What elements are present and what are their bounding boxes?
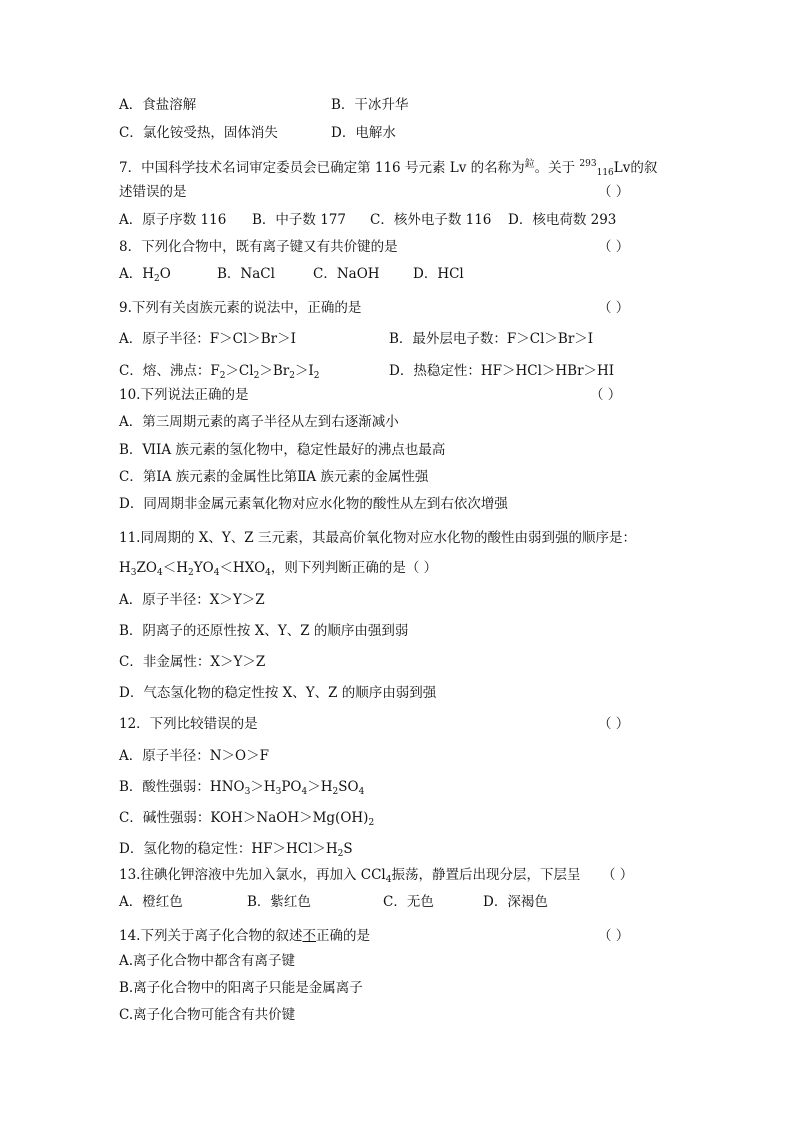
q12-answer-paren: （ ） [598,716,630,732]
q11-formula-text: H [119,560,131,576]
q12-b-text: ＞H [250,779,276,795]
q6-option-c: C．氯化铵受热，固体消失 [119,125,278,141]
q10-option-c: C．第ⅠA 族元素的金属性比第ⅡA 族元素的金属性强 [119,469,429,485]
q7-symbol: Lv [613,160,631,176]
q7-element-name-glyph: 鉝 [524,159,535,170]
q8-option-a-post: O [159,266,171,282]
q12-option-c [119,809,374,827]
q10-option-b: B．ⅥⅠA 族元素的氢化物中，稳定性最好的沸点也最高 [119,442,446,458]
q12-b-sub: 3 [275,787,282,797]
q7-option-a: A．原子序数 116 [119,212,227,228]
q12-b-sub: 3 [244,787,251,797]
q7-option-b: B．中子数 177 [252,212,346,228]
q9-c-sub: 2 [313,371,320,381]
q9-answer-paren: （ ） [598,300,630,316]
q9-c-text: ＞Cl [225,363,254,379]
q11-stem-line2 [119,559,437,577]
q14-stem-underlined: 不 [302,928,316,944]
q9-c-text: ＞Br [259,363,290,379]
q12-option-d [119,840,353,858]
q9-option-d: D．热稳定性：HF＞HCl＞HBr＞HI [389,363,615,379]
q9-c-sub: 2 [253,371,260,381]
q12-d-text: S [343,841,353,857]
q13-stem [119,866,580,884]
q11-formula-text: YO [193,560,214,576]
q12-option-b [119,778,364,796]
q9-c-text: C．熔、沸点：F [119,363,220,379]
q9-option-b: B．最外层电子数：F＞Cl＞Br＞I [389,331,594,347]
q8-option-a-pre: A．H [119,266,155,282]
q9-c-sub: 2 [219,371,226,381]
q12-stem: 12．下列比较错误的是 [119,716,258,732]
q11-formula-sub: 4 [156,568,163,578]
q10-option-a: A．第三周期元素的离子半径从左到右逐渐减小 [119,414,399,430]
q8-option-c: C．NaOH [313,266,380,282]
q11-formula-text: ZO [136,560,157,576]
q8-option-d: D．HCl [413,266,464,282]
q11-option-a: A．原子半径：X＞Y＞Z [119,592,265,608]
q13-option-b: B．紫红色 [247,894,311,910]
q11-option-c: C．非金属性：X＞Y＞Z [119,654,266,670]
q13-stem-sub: 4 [385,875,392,885]
q11-option-d: D．气态氢化物的稳定性按 X、Y、Z 的顺序由弱到强 [119,685,437,701]
q7-stem-part1: 7．中国科学技术名词审定委员会已确定第 116 号元素 Lv 的名称为 [119,160,525,176]
q7-option-d: D．核电荷数 293 [508,212,617,228]
q11-formula-sub: 3 [130,568,137,578]
q12-b-sub: 2 [332,787,339,797]
q8-stem: 8．下列化合物中，既有离子键又有共价键的是 [119,239,398,255]
q13-stem-post: 振荡，静置后出现分层，下层呈 [391,867,581,883]
q7-mass-number: 293 [579,159,597,169]
q9-c-text: ＞I [294,363,314,379]
q6-option-d: D．电解水 [331,125,396,141]
q13-option-c: C．无色 [383,894,434,910]
q13-answer-paren: （ ） [602,867,634,883]
q14-option-c: C.离子化合物可能含有共价键 [119,1007,296,1023]
q7-stem-part2: 。关于 [534,160,576,176]
q13-stem-pre: 13.往碘化钾溶液中先加入氯水，再加入 CCl [119,867,386,883]
q9-option-c [119,362,320,380]
q13-option-d: D．深褐色 [483,894,548,910]
q12-b-text: PO [281,779,302,795]
q7-stem-line2: 述错误的是 [119,184,187,200]
q7-atomic-number: 116 [596,168,614,178]
q11-formula-sub: 4 [265,568,271,578]
q8-answer-paren: （ ） [598,239,630,255]
q11-formula-sub: 4 [213,568,220,578]
q7-stem [119,156,657,177]
q9-stem: 9.下列有关卤族元素的说法中，正确的是 [119,300,362,316]
q10-option-d: D．同周期非金属元素氧化物对应水化物的酸性从左到右依次增强 [119,496,508,512]
q7-answer-paren: （ ） [598,184,630,200]
q12-d-sub: 2 [337,849,344,859]
q12-b-text: ＞H [307,779,333,795]
q9-c-sub: 2 [289,371,295,381]
q11-formula-text: ＜HXO [219,560,266,576]
q11-stem-tail: ，则下列判断正确的是（ ） [270,560,438,576]
q8-option-a [119,265,171,283]
q12-b-sub: 4 [358,787,365,797]
q12-b-text: B．酸性强弱：HNO [119,779,245,795]
q7-option-c: C．核外电子数 116 [370,212,492,228]
q12-b-sub: 4 [301,787,308,797]
q14-stem [119,927,370,945]
q12-b-text: SO [338,779,359,795]
q8-option-a-sub: 2 [154,274,160,284]
q12-c-sub: 2 [368,818,375,828]
q12-d-text: D．氢化物的稳定性：HF＞HCl＞H [119,841,338,857]
q14-stem-post: 正确的是 [315,928,370,944]
q11-stem: 11.同周期的 X、Y、Z 三元素，其最高价氧化物对应水化物的酸性由弱到强的顺序是： [119,530,636,546]
q11-formula-sub: 2 [187,568,194,578]
q6-option-a: A．食盐溶解 [119,97,197,113]
q7-stem-part3: 的叙 [630,160,658,176]
q14-option-a: A.离子化合物中都含有离子键 [119,953,296,969]
q13-option-a: A．橙红色 [119,894,183,910]
q14-option-b: B.离子化合物中的阳离子只能是金属离子 [119,980,363,996]
q6-option-b: B．干冰升华 [331,97,409,113]
q10-stem: 10.下列说法正确的是 [119,387,249,403]
q8-option-b: B．NaCl [217,266,275,282]
q14-answer-paren: （ ） [598,928,630,944]
q14-stem-pre: 14.下列关于离子化合物的叙述 [119,928,303,944]
q12-c-text: C．碱性强弱：KOH＞NaOH＞Mg(OH) [119,810,369,826]
q12-option-a: A．原子半径：N＞O＞F [119,748,269,764]
q9-option-a: A．原子半径：F＞Cl＞Br＞I [119,331,296,347]
q10-answer-paren: （ ） [590,387,622,403]
q11-formula-text: ＜H [162,560,188,576]
q11-option-b: B．阴离子的还原性按 X、Y、Z 的顺序由强到弱 [119,623,409,639]
